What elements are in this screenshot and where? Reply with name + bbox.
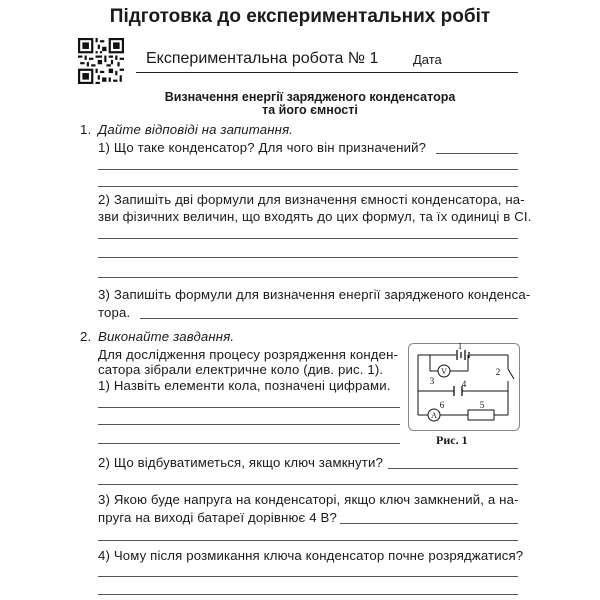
task2-number: 2. [80, 329, 92, 344]
task1-q2-line1: 2) Запишіть дві формули для визначення ємності конденсатора, на- [98, 192, 525, 207]
header-underline [136, 72, 518, 73]
answer-line [98, 443, 400, 444]
answer-line [98, 169, 518, 170]
answer-line [98, 407, 400, 408]
qr-code-icon [78, 38, 124, 84]
answer-line [140, 318, 518, 319]
task2-q3-line1: 3) Якою буде напруга на конденсаторі, якщо ключ замкнений, а на- [98, 492, 519, 507]
answer-line [388, 468, 518, 469]
task1-q3-line2: тора. [98, 305, 131, 320]
date-label: Дата [413, 52, 442, 67]
subtitle-line-1: Визначення енергії зарядженого конденсатора [164, 90, 456, 104]
voltmeter-symbol: V [441, 367, 447, 376]
answer-line [98, 424, 400, 425]
figure-label-5: 5 [479, 400, 485, 410]
task2-heading: Виконайте завдання. [98, 329, 235, 344]
answer-line [98, 484, 518, 485]
answer-line [98, 576, 518, 577]
ammeter-symbol: A [431, 411, 437, 420]
answer-line [98, 540, 518, 541]
work-subtitle [120, 91, 500, 117]
task2-intro-line1: Для дослідження процесу розрядження конден- [98, 347, 399, 362]
answer-line [340, 523, 518, 524]
task2-q4: 4) Чому після розмикання ключа конденсатор почне розряджатися? [98, 548, 524, 563]
figure-label-4: 4 [461, 379, 467, 389]
figure-label-2: 2 [495, 367, 501, 377]
task2-q1: 1) Назвіть елементи кола, позначені цифрами. [98, 378, 391, 393]
subtitle-line-2: та його ємності [262, 103, 358, 117]
task2-q3-line2: пруга на виході батареї дорівнює 4 В? [98, 510, 337, 525]
answer-line [98, 594, 518, 595]
task2-q2: 2) Що відбуватиметься, якщо ключ замкнути? [98, 455, 383, 470]
task2-intro-line2: сатора зібрали електричне коло (див. рис. 1). [98, 362, 384, 377]
task1-q3-line1: 3) Запишіть формули для визначення енергії зарядженого конденса- [98, 287, 531, 302]
task1-q2-line2: зви фізичних величин, що входять до цих формул, та їх одиниці в СІ. [98, 209, 532, 224]
figure-label-3: 3 [429, 376, 435, 386]
answer-line [98, 238, 518, 239]
answer-line [98, 257, 518, 258]
figure-label-6: 6 [439, 400, 445, 410]
figure-caption: Рис. 1 [436, 433, 468, 447]
work-title: Експериментальна робота № 1 [146, 50, 379, 67]
task1-number: 1. [80, 122, 92, 137]
task1-q1: 1) Що таке конденсатор? Для чого він призначений? [98, 140, 427, 155]
answer-line [98, 186, 518, 187]
figure-label-1: 1 [457, 343, 463, 351]
answer-line [98, 277, 518, 278]
task1-heading: Дайте відповіді на запитання. [98, 122, 294, 137]
answer-line [436, 153, 518, 154]
page-title: Підготовка до експериментальних робіт [109, 6, 491, 27]
circuit-diagram [408, 343, 520, 431]
